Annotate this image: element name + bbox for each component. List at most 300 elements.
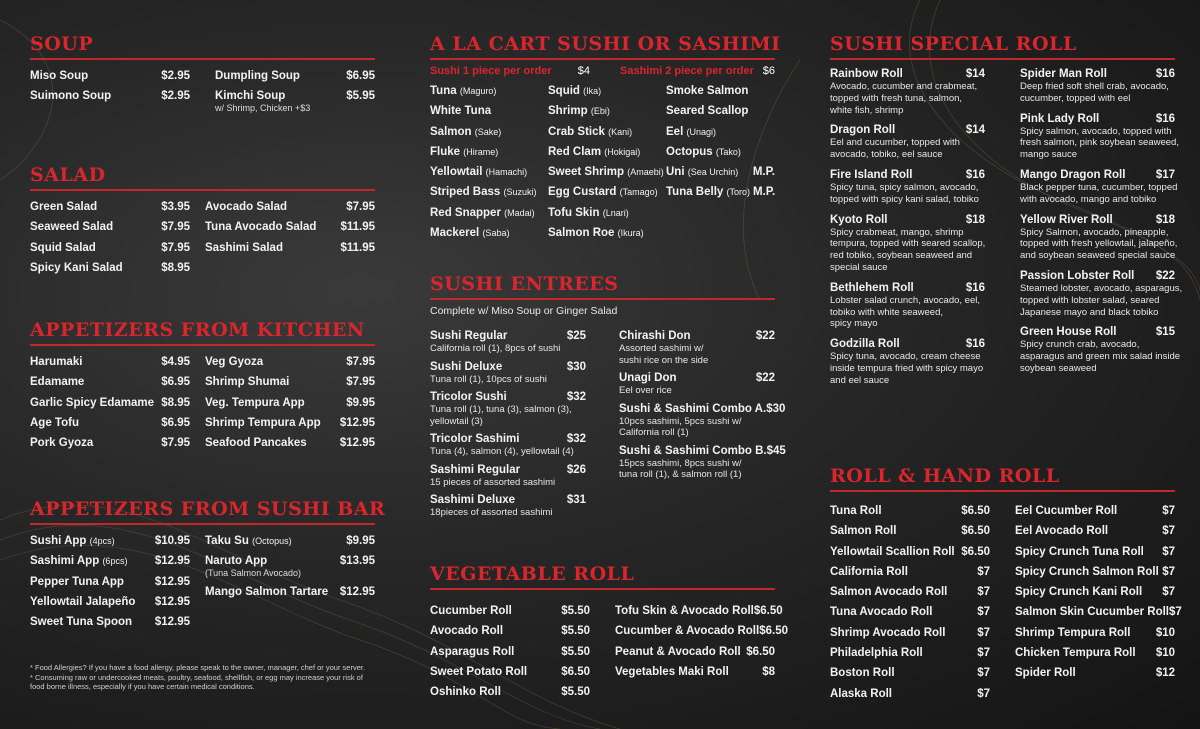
item-japanese-name: (Lnari) [602, 207, 629, 218]
item-header [1020, 168, 1175, 182]
item-description: and soybean seaweed special sauce [1020, 250, 1176, 262]
menu-item [205, 197, 375, 217]
menu-item [30, 612, 190, 632]
item-description: Spicy tuna, spicy salmon, avocado, [830, 181, 979, 193]
item-name-text: Yellowtail Jalapeño [30, 595, 136, 608]
item-price: $7 [977, 586, 990, 599]
menu-item [205, 238, 375, 258]
item-name [30, 531, 115, 551]
menu-item [1020, 325, 1181, 374]
sushi-item [548, 203, 666, 223]
menu-item [205, 531, 375, 551]
item-name [615, 601, 754, 621]
sushi-item [666, 162, 775, 182]
menu-item [430, 432, 586, 458]
item-name: Dragon Roll [830, 124, 896, 137]
item-description: soybean seaweed [1020, 362, 1097, 374]
menu-item [30, 258, 190, 278]
item-name-text: Eel Avocado Roll [1015, 525, 1109, 538]
item-name [30, 66, 88, 86]
item-name-text: Spicy Crunch Kani Roll [1015, 586, 1143, 599]
item-name [548, 122, 632, 142]
item-name: Fire Island Roll [830, 168, 913, 181]
item-price: $22 [1155, 269, 1175, 282]
menu-item [430, 493, 586, 519]
item-description: Assorted sashimi w/ [619, 343, 704, 354]
item-price: $6.50 [961, 505, 990, 517]
item-name [1015, 602, 1169, 622]
item-japanese-name: (Saba) [482, 228, 510, 239]
item-name: Sushi Deluxe [430, 360, 503, 373]
item-name-text: Green Salad [30, 201, 98, 213]
item-header [1020, 67, 1175, 81]
item-name-text: Avocado Salad [205, 201, 288, 213]
item-description: tempura, topped with seared scallop, [830, 238, 986, 250]
item-name-text: Tofu Skin & Avocado Roll [615, 605, 754, 617]
item-description: 18pieces of assorted sashimi [430, 507, 553, 518]
item-name [30, 86, 111, 106]
menu-item [430, 463, 586, 489]
menu-item [615, 601, 783, 621]
item-name-text: Veg. Tempura App [205, 396, 305, 409]
item-name-text: Seafood Pancakes [205, 437, 307, 450]
item-name [430, 101, 491, 121]
item-name-text: Avocado Roll [430, 625, 504, 638]
item-price: $5.50 [561, 605, 590, 617]
item-name-text: Pork Gyoza [30, 437, 94, 450]
item-description: Steamed lobster, avocado, asparagus, [1020, 282, 1183, 294]
item-name-text: Crab Stick [548, 125, 605, 138]
menu-item [30, 531, 190, 551]
item-japanese-name: (Sake) [474, 126, 502, 137]
item-name [666, 182, 750, 202]
item-name [205, 197, 287, 217]
menu-item [30, 66, 190, 86]
sushibar-title: APPETIZERS FROM SUSHI BAR [30, 498, 386, 520]
item-price: $7 [977, 626, 990, 639]
item-name [1015, 521, 1108, 541]
item-price: $16 [965, 281, 985, 294]
item-name [548, 101, 610, 121]
item-price: $9.95 [346, 535, 375, 547]
sushi-item [430, 223, 548, 243]
item-name-text: Asparagus Roll [430, 645, 515, 658]
item-name-text: Seared Scallop [666, 105, 749, 118]
menu-item [205, 372, 375, 392]
item-price: $10.95 [154, 535, 190, 547]
item-price: $7.95 [161, 221, 190, 234]
item-name [205, 238, 283, 258]
item-price: $13.95 [339, 555, 375, 568]
menu-item [430, 621, 590, 641]
item-price: $9.95 [346, 396, 375, 409]
item-name-text: Red Snapper [430, 206, 501, 219]
item-name: Rainbow Roll [830, 68, 903, 80]
item-header [430, 329, 586, 343]
item-name-text: Squid Salad [30, 241, 96, 254]
sushi-item [666, 81, 775, 101]
item-name [666, 101, 748, 121]
item-description: Japanese mayo and black tobiko [1020, 306, 1159, 318]
item-price: $7.95 [161, 241, 190, 254]
item-name-text: Sweet Potato Roll [430, 665, 528, 678]
item-name [205, 372, 289, 392]
item-name-text: Seaweed Salad [30, 221, 114, 234]
item-name-text: Fluke [430, 145, 461, 158]
item-description: Spicy crabmeat, mango, shrimp [830, 226, 964, 238]
item-price: $14 [965, 68, 985, 80]
item-name [830, 562, 908, 582]
menu-item [619, 329, 775, 366]
item-japanese-name: (Tamago) [619, 187, 658, 198]
item-name-text: Tuna [430, 85, 457, 97]
item-description: avocado, tobiko, eel sauce [830, 149, 943, 161]
item-name [430, 122, 501, 142]
alacart-section [430, 33, 781, 243]
item-name: Kyoto Roll [830, 213, 888, 226]
item-price: $10 [1155, 647, 1175, 660]
menu-item [30, 551, 190, 571]
item-name [30, 612, 132, 632]
item-name [30, 551, 127, 571]
item-name [830, 643, 923, 663]
item-name-text: Salmon [430, 125, 472, 138]
item-price: $7 [977, 606, 990, 619]
item-price: $6.50 [746, 645, 775, 658]
item-name [430, 601, 512, 621]
item-price: $7.95 [346, 356, 375, 368]
item-name [205, 413, 321, 433]
menu-item [205, 413, 375, 433]
item-price: $14 [965, 124, 985, 137]
item-name-text: Pepper Tuna App [30, 575, 124, 588]
item-name [666, 162, 738, 182]
item-price: $5.50 [561, 686, 590, 699]
menu-item [430, 360, 586, 386]
item-name-text: Cucumber Roll [430, 605, 512, 617]
item-name-text: Red Clam [548, 145, 602, 158]
item-price: $7.95 [161, 437, 190, 450]
item-name-text: Veg Gyoza [205, 356, 264, 368]
sushi-item [430, 81, 548, 101]
special-section [830, 33, 1183, 394]
menu-item [615, 662, 775, 682]
menu-item [30, 592, 190, 612]
item-description: Spicy crunch crab, avocado, [1020, 339, 1140, 351]
item-description: asparagus and green mix salad inside [1020, 351, 1181, 363]
item-price: $11.95 [340, 221, 375, 234]
menu-item [1015, 521, 1175, 541]
item-price: $7 [1162, 586, 1175, 599]
menu-item [830, 281, 985, 330]
item-name-text: Salmon Roe [548, 227, 615, 240]
item-description: Deep fried soft shell crab, avocado, [1020, 81, 1169, 92]
item-note: (4pcs) [89, 536, 115, 546]
menu-item [615, 621, 788, 641]
item-name: Sushi Regular [430, 330, 508, 342]
item-description: inside tempura fried with spicy mayo [830, 362, 984, 374]
menu-item [1015, 623, 1175, 643]
item-japanese-name: (Toro) [726, 187, 751, 198]
item-name-text: Tofu Skin [548, 206, 600, 219]
item-description: Lobster salad crunch, avocado, eel, [830, 294, 980, 306]
item-price: $18 [965, 213, 985, 226]
item-name-text: Taku Su [205, 535, 249, 547]
menu-item [205, 582, 375, 602]
item-name [30, 433, 93, 453]
item-name-text: Garlic Spicy Edamame [30, 396, 155, 409]
item-name-text: Mango Salmon Tartare [205, 585, 329, 598]
item-description: and eel sauce [830, 374, 890, 386]
item-header [430, 493, 586, 507]
item-name [830, 602, 932, 622]
item-description: red tobiko, soybean seaweed and [830, 250, 973, 262]
sushi-item [430, 182, 548, 202]
item-price: $22 [755, 372, 775, 384]
item-description: topped with lobster salad, seared [1020, 294, 1160, 306]
item-description: topped with fresh yellowtail, jalapeño, [1020, 238, 1178, 250]
item-description: topped with fresh tuna, salmon, [830, 92, 963, 104]
menu-item [830, 643, 990, 663]
sushi-item [430, 122, 548, 142]
item-price: $12.95 [339, 416, 375, 429]
item-japanese-name: (Ika) [583, 86, 602, 96]
item-name [430, 642, 514, 662]
item-name-text: Dumpling Soup [215, 70, 300, 82]
item-price: $6.95 [346, 70, 375, 82]
item-header [830, 213, 985, 227]
menu-item [830, 168, 985, 206]
menu-item [1015, 542, 1175, 562]
item-name [830, 663, 895, 683]
sushi-item [548, 101, 666, 121]
item-price: $25 [566, 330, 586, 342]
item-name-text: Spicy Crunch Salmon Roll [1015, 565, 1159, 578]
menu-item [205, 393, 375, 413]
item-japanese-name: (Unagi) [686, 126, 716, 137]
item-name [548, 203, 629, 223]
item-name [830, 623, 945, 643]
item-description: Black pepper tuna, cucumber, topped [1020, 181, 1178, 193]
item-name: Sushi & Sashimi Combo A. [619, 402, 767, 415]
item-name: Chirashi Don [619, 330, 691, 342]
item-name [615, 662, 729, 682]
footnote: * Food Allergies? If you have a food allergy, please speak to the owner, manager, chef or your server. [30, 663, 366, 672]
item-description: sushi rice on the side [619, 354, 709, 366]
item-name-text: Shrimp Tempura App [205, 416, 321, 429]
item-name [215, 66, 300, 86]
item-name-text: Salmon Skin Cucumber Roll [1015, 606, 1169, 619]
item-description: Spicy Salmon, avocado, pineapple, [1020, 226, 1169, 238]
item-name [1015, 643, 1136, 663]
salad-section [30, 164, 375, 278]
item-name [430, 223, 509, 243]
entrees-section [430, 273, 786, 524]
menu-item [30, 393, 190, 413]
sushi-item [430, 162, 548, 182]
item-price: $6.50 [561, 665, 590, 678]
item-name [205, 393, 305, 413]
entrees-subtitle: Complete w/ Miso Soup or Ginger Salad [430, 305, 618, 317]
item-price: $12.95 [154, 555, 190, 568]
item-price: $15 [1155, 326, 1175, 339]
divider [30, 344, 375, 346]
menu-item [830, 501, 990, 521]
item-japanese-name: (Madai) [504, 207, 535, 218]
item-price: $6.50 [961, 525, 990, 538]
item-price: $11.95 [340, 241, 375, 254]
middle-column [430, 0, 788, 729]
menu-item [430, 682, 590, 702]
soup-section [30, 33, 375, 117]
item-price: $16 [965, 168, 985, 181]
item-name [430, 142, 498, 162]
item-name-text: Age Tofu [30, 416, 79, 429]
special-title: SUSHI SPECIAL ROLL [830, 33, 1077, 55]
item-name [830, 684, 892, 704]
menu-item [615, 642, 775, 662]
item-price: $32 [566, 391, 586, 403]
item-name-text: Egg Custard [548, 186, 617, 199]
sushi-item [548, 81, 666, 101]
item-name-text: Oshinko Roll [430, 686, 501, 699]
item-name [30, 372, 84, 392]
item-price: $16 [965, 338, 985, 351]
item-name [548, 142, 640, 162]
item-price: $22 [755, 330, 775, 342]
menu-item [30, 238, 190, 258]
item-header [619, 371, 775, 385]
menu-item [430, 662, 590, 682]
item-name-text: Uni [666, 166, 685, 179]
item-name-text: Suimono Soup [30, 90, 112, 103]
item-japanese-name: (Tako) [715, 146, 741, 157]
sashimi-piece-label: Sashimi 2 piece per order [620, 65, 754, 77]
item-name-text: Striped Bass [430, 186, 501, 199]
item-header [619, 329, 775, 343]
item-description: Tuna roll (1), tuna (3), salmon (3), [430, 404, 572, 415]
item-name-text: Squid [548, 85, 580, 97]
salad-title: SALAD [30, 164, 106, 186]
item-price: $16 [1155, 112, 1175, 125]
sushi-item [666, 122, 775, 142]
item-description: tuna roll (1), & salmon roll (1) [619, 469, 742, 480]
menu-item [830, 684, 990, 704]
item-name [666, 122, 716, 142]
item-name-text: Spicy Crunch Tuna Roll [1015, 545, 1144, 558]
item-name [830, 501, 882, 521]
sushi-item [430, 142, 548, 162]
item-name: Yellow River Roll [1020, 213, 1113, 226]
item-description: 15pcs sashimi, 8pcs sushi w/ [619, 457, 742, 469]
item-price: $4.95 [161, 356, 190, 368]
item-price: $12.95 [154, 595, 190, 608]
item-name-text: Salmon Avocado Roll [830, 586, 948, 599]
menu-item [619, 402, 786, 439]
item-header [430, 463, 586, 477]
item-description: Spicy salmon, avocado, topped with [1020, 125, 1172, 137]
menu-item [830, 213, 985, 274]
item-japanese-name: (Suzuki) [503, 187, 537, 198]
sushi-item [430, 101, 548, 121]
item-name: Tricolor Sashimi [430, 433, 520, 445]
item-price: $30 [566, 360, 586, 373]
item-name [205, 352, 263, 372]
item-description: mango sauce [1020, 149, 1078, 161]
item-name [30, 572, 124, 592]
item-description: special sauce [830, 261, 888, 273]
menu-item [830, 67, 985, 116]
sushi-piece-label: Sushi 1 piece per order [430, 65, 552, 77]
item-description: California roll (1) [619, 427, 689, 438]
item-name: Sashimi Regular [430, 463, 521, 476]
sushi-item [666, 182, 775, 202]
item-header [1020, 112, 1175, 126]
menu-item [830, 663, 990, 683]
item-name-text: Naruto App [205, 555, 268, 568]
item-name [548, 182, 658, 202]
item-price: $26 [566, 463, 586, 476]
item-name [548, 162, 664, 182]
item-price: $5.50 [561, 645, 590, 658]
item-name [430, 662, 527, 682]
divider [30, 58, 375, 60]
item-price: $16 [1155, 68, 1175, 80]
item-price: $6.50 [961, 545, 990, 558]
item-name [830, 521, 896, 541]
item-price: $32 [566, 433, 586, 445]
item-name-text: Spicy Kani Salad [30, 261, 123, 274]
item-japanese-name: (Hirame) [463, 146, 499, 157]
item-price: $7 [977, 687, 990, 700]
menu-item [1015, 602, 1182, 622]
item-name [205, 217, 316, 237]
footnote: food borne illness, especially if you have certain medical conditions. [30, 682, 255, 691]
kitchen-section [30, 319, 375, 453]
sushi-item [548, 223, 666, 243]
item-header [830, 67, 985, 81]
sushi-item [548, 142, 666, 162]
item-header [1020, 213, 1175, 227]
item-price: $31 [566, 494, 586, 506]
item-name [1015, 623, 1130, 643]
item-name-text: Spider Roll [1015, 667, 1076, 680]
item-header [830, 337, 985, 351]
item-name [30, 592, 135, 612]
item-price: $8 [762, 665, 775, 678]
item-name [205, 582, 328, 602]
item-price: $7.95 [346, 201, 375, 213]
piece-pricing [430, 65, 775, 77]
veg-title: VEGETABLE ROLL [430, 563, 635, 585]
item-name [430, 81, 496, 101]
item-description: Eel and cucumber, topped with [830, 137, 960, 149]
item-description: Eel over rice [619, 385, 672, 396]
item-name [430, 162, 527, 182]
item-name [1015, 542, 1144, 562]
item-price: $6.50 [753, 605, 783, 617]
item-name [830, 582, 947, 602]
item-header [430, 390, 586, 404]
item-name-text: Sushi App [30, 535, 87, 547]
item-header [830, 281, 985, 295]
item-price: $8.95 [161, 396, 190, 409]
menu-item [830, 582, 990, 602]
item-price: $7 [1162, 565, 1175, 578]
sushi-item [430, 203, 548, 223]
menu-item [1015, 562, 1175, 582]
item-japanese-name: (Hokigai) [604, 146, 641, 157]
